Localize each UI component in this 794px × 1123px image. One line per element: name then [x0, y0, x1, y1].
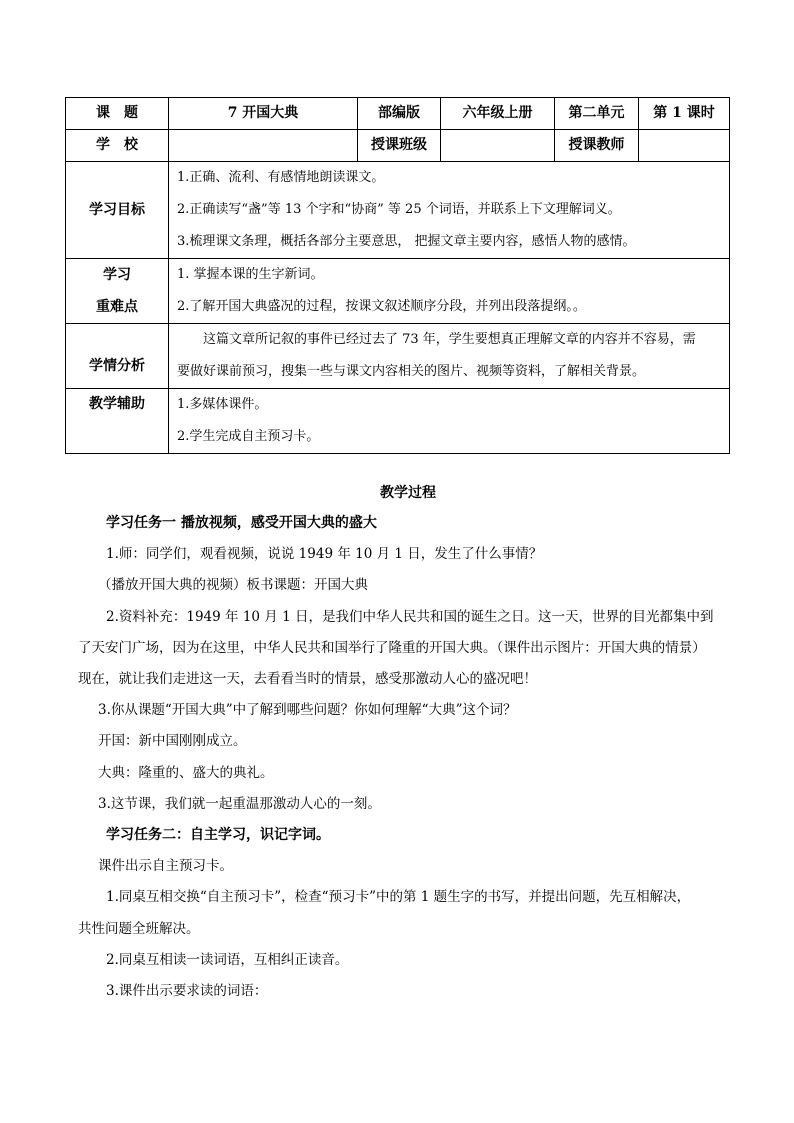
task2-line: 2.同桌互相读一读词语，互相纠正读音。	[106, 951, 349, 968]
task1-line: 2.资料补充：1949 年 10 月 1 日，是我们中华人民共和国的诞生之日。这一天，世界的目光都集中到	[106, 608, 714, 625]
school-label: 学 校	[66, 130, 169, 162]
task1-line: 大典：隆重的、盛大的典礼。	[98, 764, 274, 781]
header-row	[66, 98, 730, 130]
task1-line: 现在，就让我们走进这一天，去看看当时的情景，感受那激动人心的盛况吧！	[78, 671, 537, 688]
key-points-label-line2: 重难点	[96, 299, 138, 315]
key-points-content	[169, 259, 730, 324]
key-point-item: 2.了解开国大典盛况的过程，按课文叙述顺序分段，并列出段落提纲。。	[177, 299, 586, 314]
aid-item: 2.学生完成自主预习卡。	[177, 429, 320, 444]
task1-title: 学习任务一 播放视频，感受开国大典的盛大	[106, 515, 377, 531]
process-title: 教学过程	[380, 485, 436, 501]
task2-line: 课件出示自主预习卡。	[98, 858, 233, 875]
key-points-label-line1: 学习	[103, 267, 131, 283]
task1-line: 了天安门广场，因为在这里，中华人民共和国举行了隆重的开国大典。（课件出示图片：开国大典的情景）	[78, 639, 706, 656]
class-value	[441, 130, 555, 162]
task1-line: 3.你从课题“开国大典”中了解到哪些问题？你如何理解“大典”这个词？	[98, 702, 517, 719]
grade: 六年级上册	[441, 98, 555, 130]
aid-item: 1.多媒体课件。	[177, 397, 268, 412]
task1-line: 开国：新中国刚刚成立。	[98, 733, 247, 750]
task2-line: 1.同桌互相交换“自主预习卡”，检查“预习卡”中的第 1 题生字的书写，并提出问题，先互相解决，	[106, 889, 691, 906]
school-row	[66, 130, 730, 162]
topic-value: 7 开国大典	[169, 98, 358, 130]
aids-label: 教学辅助	[66, 389, 169, 454]
lesson-period: 第 1 课时	[639, 98, 730, 130]
key-points-row	[66, 259, 730, 324]
school-value	[169, 130, 358, 162]
topic-label: 课 题	[66, 98, 169, 130]
task2-line: 3.课件出示要求读的词语：	[106, 983, 268, 1000]
key-point-item: 1. 掌握本课的生字新词。	[177, 267, 324, 282]
aids-row	[66, 389, 730, 454]
analysis-label: 学情分析	[66, 324, 169, 389]
edition: 部编版	[358, 98, 441, 130]
goals-label: 学习目标	[66, 162, 169, 259]
key-points-label	[66, 259, 169, 324]
goals-row	[66, 162, 730, 259]
lesson-info-table	[65, 97, 730, 454]
goal-item: 3.梳理课文条理，概括各部分主要意思， 把握文章主要内容，感悟人物的感情。	[177, 234, 636, 249]
task1-line: （播放开国大典的视频）板书课题：开国大典	[98, 577, 368, 594]
analysis-line: 要做好课前预习，搜集一些与课文内容相关的图片、视频等资料，了解相关背景。	[177, 364, 646, 379]
teacher-label: 授课教师	[555, 130, 639, 162]
analysis-row	[66, 324, 730, 389]
task1-line: 1.师：同学们，观看视频，说说 1949 年 10 月 1 日，发生了什么事情？	[106, 546, 543, 563]
teaching-process	[78, 478, 738, 1007]
task2-title: 学习任务二：自主学习，识记字词。	[106, 827, 330, 844]
goals-content	[169, 162, 730, 259]
aids-content	[169, 389, 730, 454]
goal-item: 2.正确读写“盏”等 13 个字和“协商” 等 25 个词语，并联系上下文理解词义。	[177, 202, 621, 217]
goal-item: 1.正确、流利、有感情地朗读课文。	[177, 170, 385, 185]
task2-line: 共性问题全班解决。	[78, 920, 200, 937]
class-label: 授课班级	[358, 130, 441, 162]
analysis-line: 这篇文章所记叙的事件已经过去了 73 年，学生要想真正理解文章的内容并不容易，需	[203, 332, 696, 347]
task1-line: 3.这节课，我们就一起重温那激动人心的一刻。	[98, 795, 381, 812]
unit: 第二单元	[555, 98, 639, 130]
teacher-value	[639, 130, 730, 162]
analysis-content	[169, 324, 730, 389]
